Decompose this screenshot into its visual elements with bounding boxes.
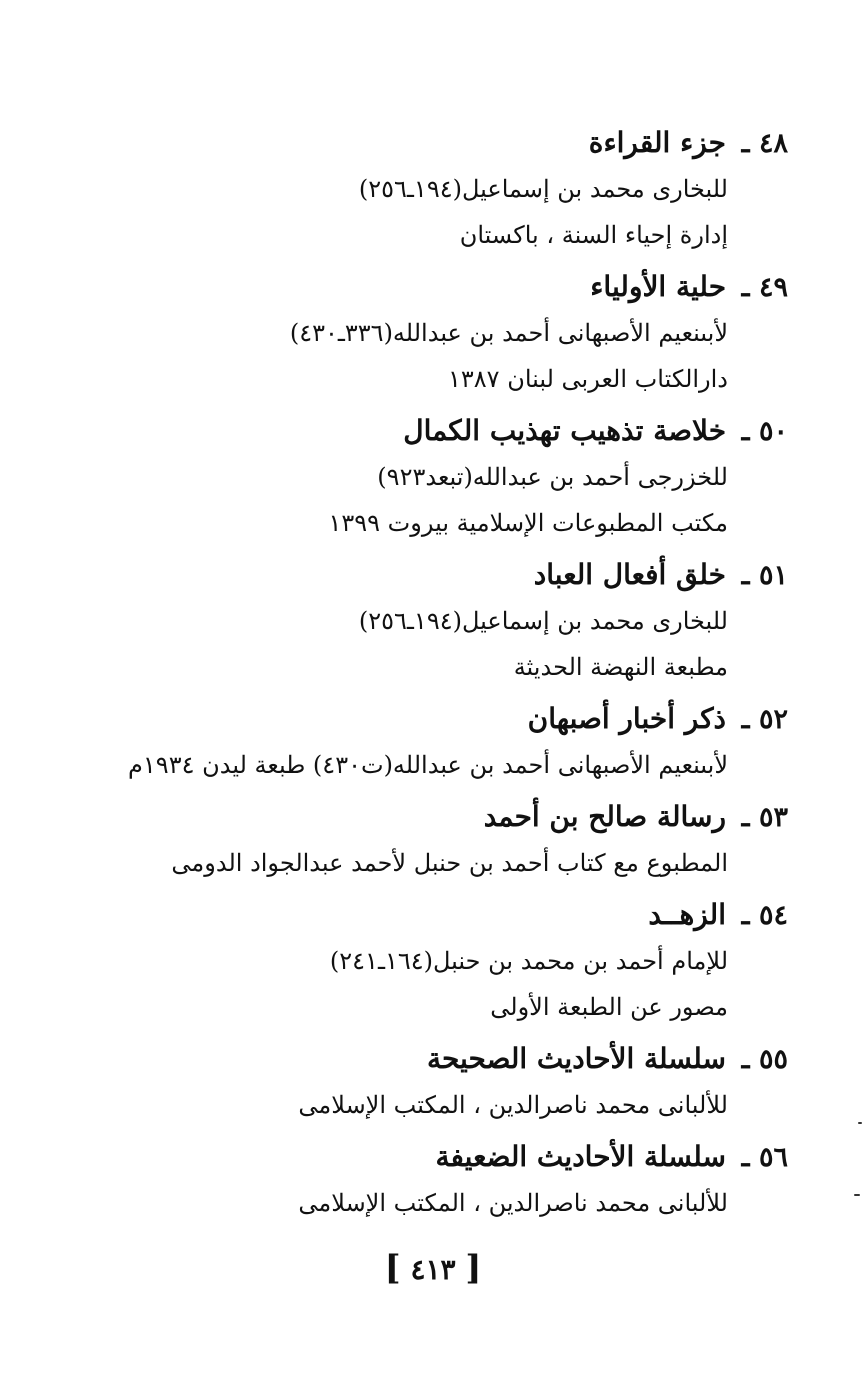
entry-title: ذكر أخبار أصبهان [527,702,726,735]
entry-note: المطبوع مع كتاب أحمد بن حنبل لأحمد عبدالجواد الدومى [171,849,728,877]
scan-speck [854,1194,860,1196]
bibliography-entry [28,408,788,546]
page-number-value: ٤١٣ [410,1253,456,1286]
entry-author: للبخارى محمد بن إسماعيل(١٩٤ـ٢٥٦) [358,607,728,635]
bibliography-entry [28,264,788,402]
entry-author: لأبىنعيم الأصبهانى أحمد بن عبدالله(ت٤٣٠) طبعة ليدن ١٩٣٤م [128,751,728,779]
entry-author: للألبانى محمد ناصرالدين ، المكتب الإسلامى [298,1189,728,1217]
page-number [0,1248,866,1290]
bibliography-entry [28,696,788,788]
entry-heading [28,264,788,310]
entry-number: ٥٠ ـ [741,416,788,447]
entry-heading [28,696,788,742]
entry-title: حلية الأولياء [590,270,726,303]
entry-number: ٥٢ ـ [741,704,788,735]
entry-number: ٥٦ ـ [741,1142,788,1173]
entry-heading [28,1036,788,1082]
entry-number: ٤٩ ـ [741,272,788,303]
entry-title: خلق أفعال العباد [533,558,726,591]
page-number-close-bracket: ] [384,1248,401,1288]
entry-number: ٥١ ـ [741,560,788,591]
entry-title: سلسلة الأحاديث الضعيفة [435,1140,726,1173]
entry-publisher: مصور عن الطبعة الأولى [490,993,728,1021]
entry-publisher: إدارة إحياء السنة ، باكستان [459,221,728,249]
entry-publisher: دارالكتاب العربى لبنان ١٣٨٧ [448,365,728,393]
entry-author: لأبىنعيم الأصبهانى أحمد بن عبدالله(٣٣٦ـ٤٣٠) [289,319,728,347]
page-number-open-bracket: [ [465,1248,482,1288]
bibliography-entry [28,1036,788,1128]
entry-publisher: مكتب المطبوعات الإسلامية بيروت ١٣٩٩ [328,509,728,537]
entry-title: خلاصة تذهيب تهذيب الكمال [403,414,726,447]
entry-heading [28,120,788,166]
entry-heading [28,892,788,938]
entry-title: الزهــد [648,898,726,931]
entry-number: ٥٥ ـ [741,1044,788,1075]
entry-author: للخزرجى أحمد بن عبدالله(تبعد٩٢٣) [377,463,728,491]
entry-heading [28,794,788,840]
entry-publisher: مطبعة النهضة الحديثة [513,653,728,681]
bibliography-entry [28,552,788,690]
entry-heading [28,1134,788,1180]
entry-author: للبخارى محمد بن إسماعيل(١٩٤ـ٢٥٦) [358,175,728,203]
bibliography-entry [28,892,788,1030]
bibliography-entry [28,794,788,886]
scan-speck [858,1122,862,1124]
entry-number: ٥٣ ـ [741,802,788,833]
entry-title: سلسلة الأحاديث الصحيحة [426,1042,726,1075]
entry-title: جزء القراءة [588,126,726,159]
entry-author: للإمام أحمد بن محمد بن حنبل(١٦٤ـ٢٤١) [329,947,728,975]
entry-author: للألبانى محمد ناصرالدين ، المكتب الإسلامى [298,1091,728,1119]
entry-number: ٥٤ ـ [741,900,788,931]
entry-title: رسالة صالح بن أحمد [483,800,726,833]
entry-number: ٤٨ ـ [741,128,788,159]
bibliography-entry [28,120,788,258]
bibliography-entry [28,1134,788,1226]
entry-heading [28,408,788,454]
entry-heading [28,552,788,598]
bibliography-list [28,120,788,1232]
